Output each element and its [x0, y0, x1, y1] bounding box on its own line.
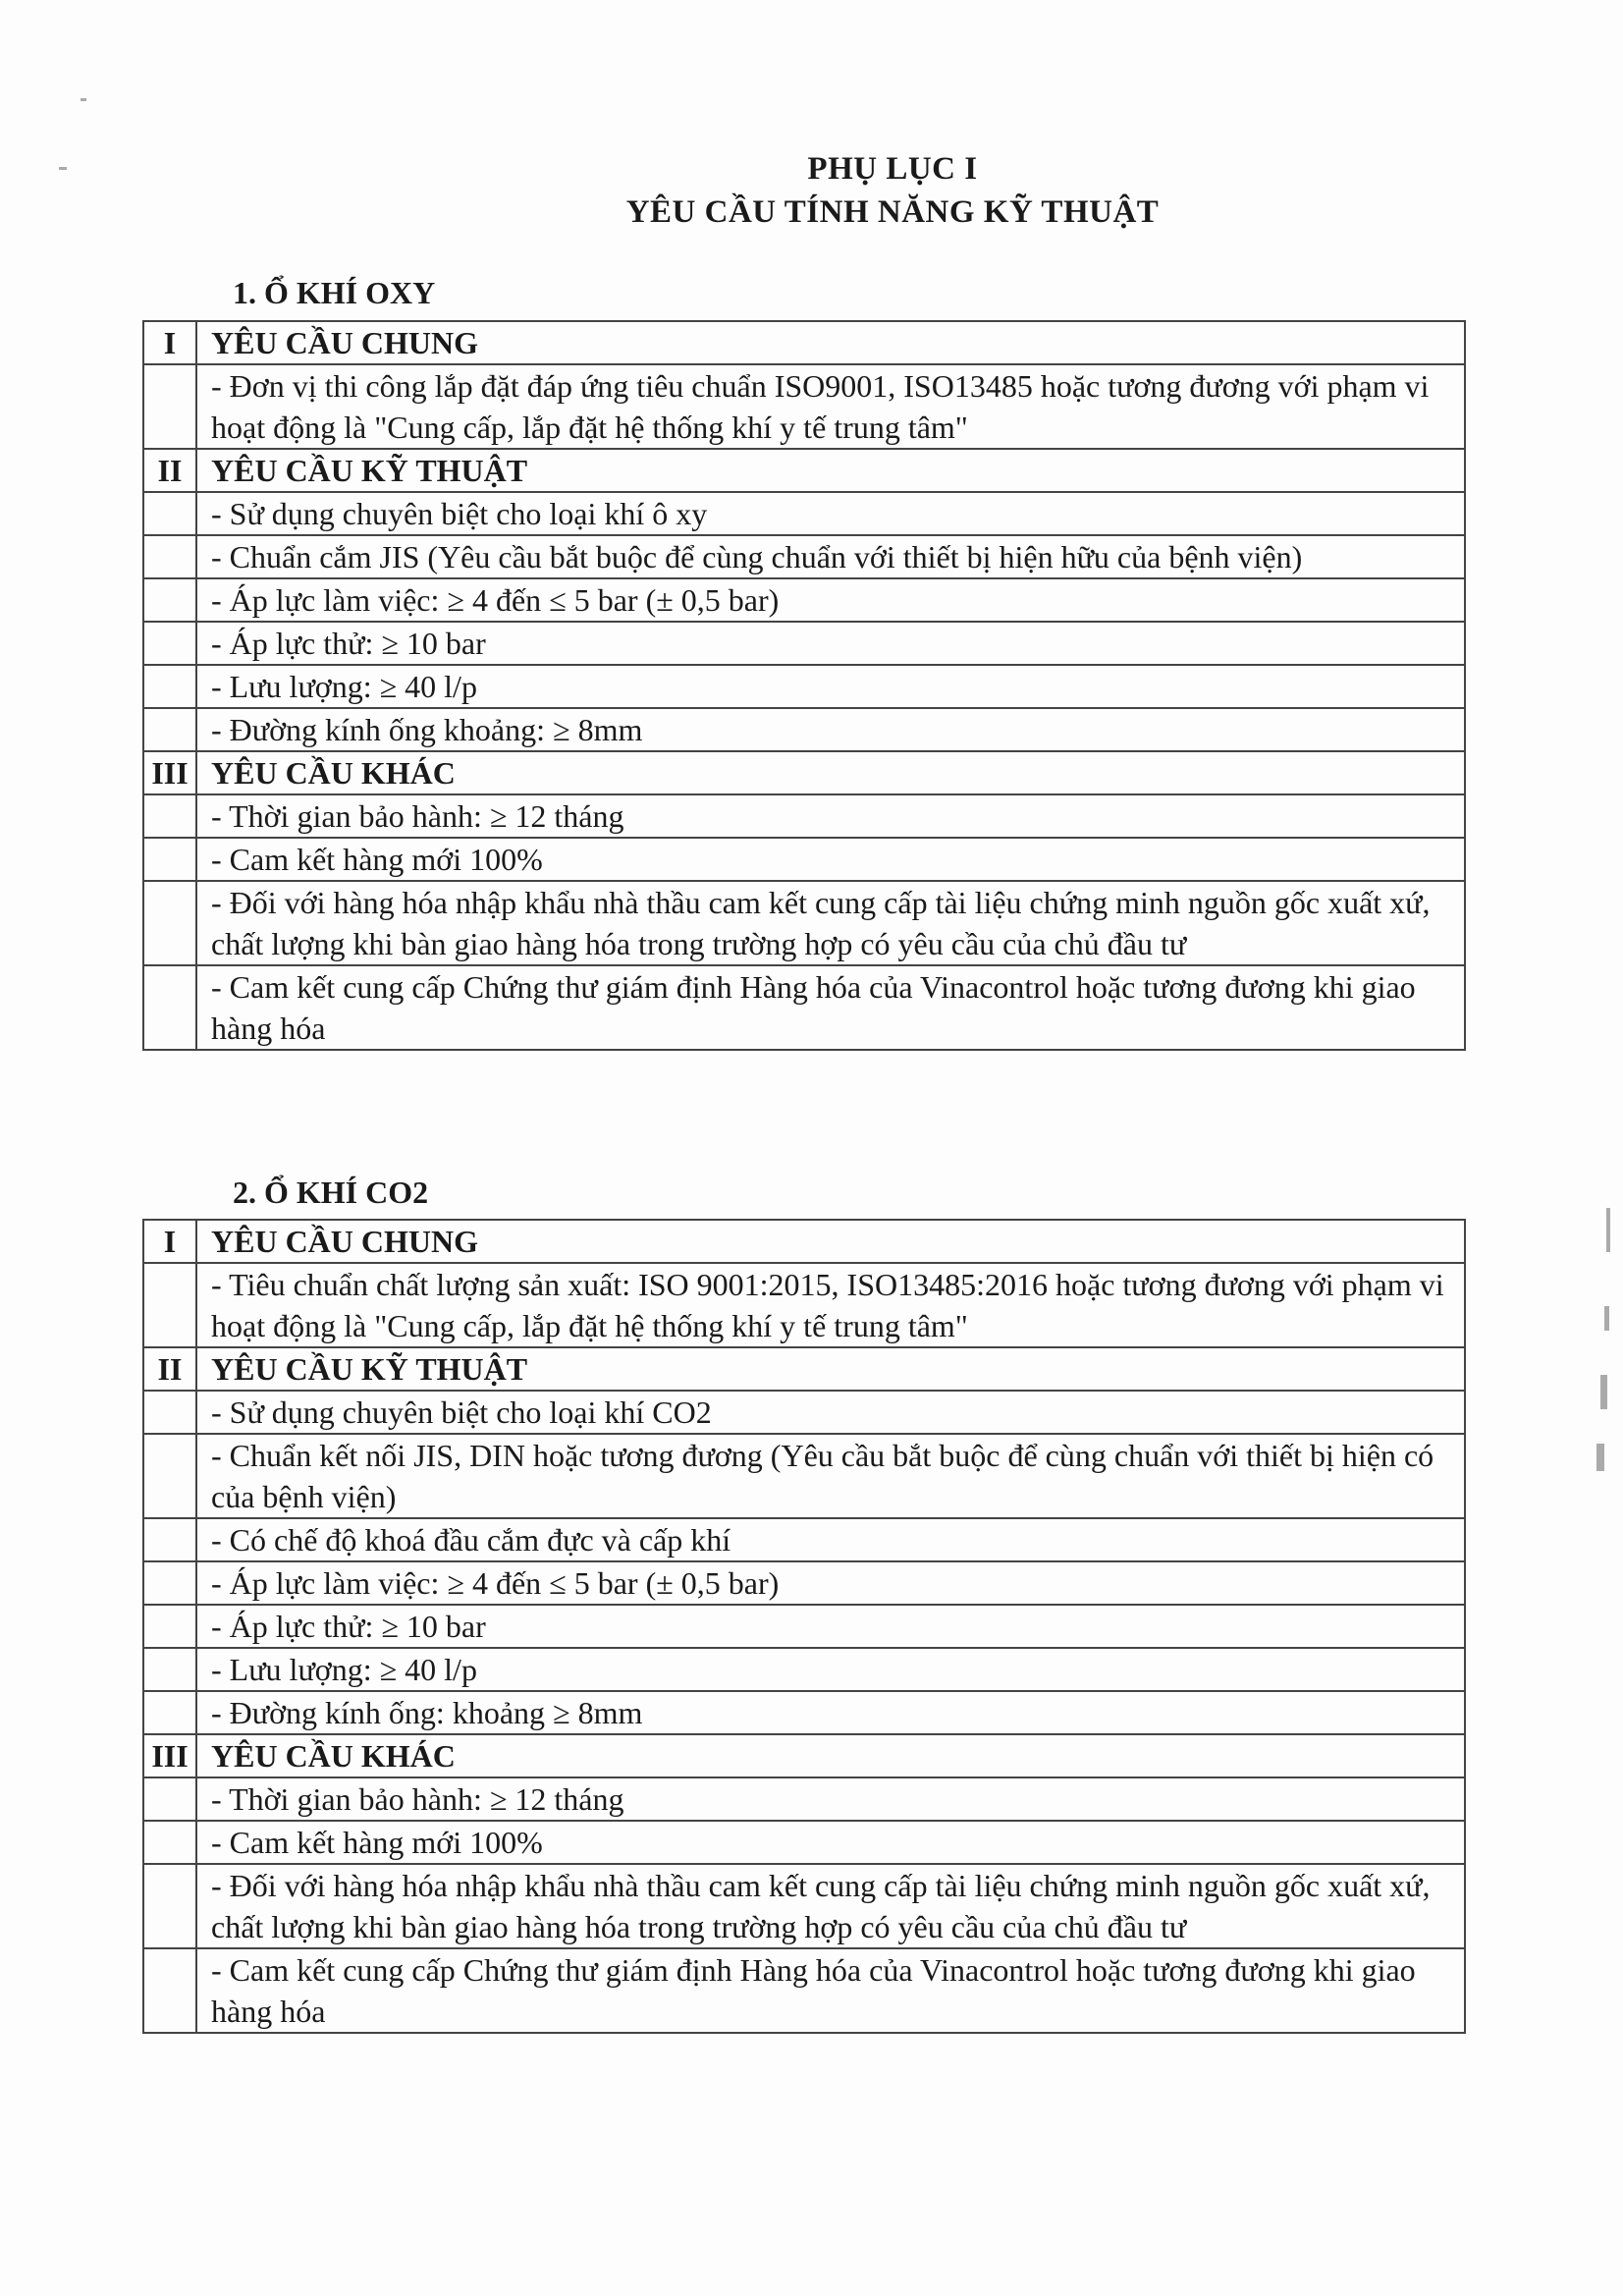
- requirement-text: - Áp lực thử: ≥ 10 bar: [196, 1605, 1465, 1648]
- requirement-text: - Có chế độ khoá đầu cắm đực và cấp khí: [196, 1518, 1465, 1561]
- group-label: YÊU CẦU KỸ THUẬT: [196, 449, 1465, 492]
- requirement-text: - Đường kính ống khoảng: ≥ 8mm: [196, 708, 1465, 751]
- group-row: [143, 321, 1465, 364]
- requirement-text: - Chuẩn kết nối JIS, DIN hoặc tương đương (Yêu cầu bắt buộc để cùng chuẩn với thiết bị hiện có của bệnh viện): [196, 1434, 1465, 1518]
- requirement-text: - Đường kính ống: khoảng ≥ 8mm: [196, 1691, 1465, 1734]
- title-line-1: PHỤ LỤC I: [807, 151, 978, 187]
- requirement-row: [143, 578, 1465, 622]
- requirement-row: [143, 665, 1465, 708]
- group-row: [143, 449, 1465, 492]
- group-row: [143, 1347, 1465, 1391]
- requirement-row: [143, 881, 1465, 965]
- requirement-text: - Áp lực làm việc: ≥ 4 đến ≤ 5 bar (± 0,5 bar): [196, 1561, 1465, 1605]
- group-label: YÊU CẦU CHUNG: [196, 1220, 1465, 1263]
- requirement-row: [143, 492, 1465, 535]
- requirement-row: [143, 1691, 1465, 1734]
- scan-edge-mark: [1606, 1208, 1610, 1252]
- requirement-text: - Cam kết cung cấp Chứng thư giám định Hàng hóa của Vinacontrol hoặc tương đương khi giao hàng hóa: [196, 1948, 1465, 2033]
- group-number: III: [143, 751, 196, 794]
- requirement-row: [143, 965, 1465, 1050]
- group-label: YÊU CẦU KỸ THUẬT: [196, 1347, 1465, 1391]
- requirement-text: - Sử dụng chuyên biệt cho loại khí ô xy: [196, 492, 1465, 535]
- requirement-text: - Lưu lượng: ≥ 40 l/p: [196, 1648, 1465, 1691]
- requirement-text: - Đơn vị thi công lắp đặt đáp ứng tiêu chuẩn ISO9001, ISO13485 hoặc tương đương với phạm vi hoạt động là "Cung cấp, lắp đặt hệ thống khí y tế trung tâm": [196, 364, 1465, 449]
- requirement-text: - Đối với hàng hóa nhập khẩu nhà thầu cam kết cung cấp tài liệu chứng minh nguồn gốc xuất xứ, chất lượng khi bàn giao hàng hóa trong trường hợp có yêu cầu của chủ đầu tư: [196, 1864, 1465, 1948]
- requirement-row: [143, 708, 1465, 751]
- requirement-text: - Tiêu chuẩn chất lượng sản xuất: ISO 9001:2015, ISO13485:2016 hoặc tương đương với phạm vi hoạt động là "Cung cấp, lắp đặt hệ thống khí y tế trung tâm": [196, 1263, 1465, 1347]
- requirement-text: - Đối với hàng hóa nhập khẩu nhà thầu cam kết cung cấp tài liệu chứng minh nguồn gốc xuất xứ, chất lượng khi bàn giao hàng hóa trong trường hợp có yêu cầu của chủ đầu tư: [196, 881, 1465, 965]
- requirement-text: - Áp lực làm việc: ≥ 4 đến ≤ 5 bar (± 0,5 bar): [196, 578, 1465, 622]
- requirement-row: [143, 794, 1465, 838]
- requirement-row: [143, 535, 1465, 578]
- group-number: II: [143, 449, 196, 492]
- requirement-text: - Áp lực thử: ≥ 10 bar: [196, 622, 1465, 665]
- scan-edge-mark: [1604, 1306, 1609, 1331]
- group-number: II: [143, 1347, 196, 1391]
- requirement-text: - Cam kết hàng mới 100%: [196, 838, 1465, 881]
- group-number: III: [143, 1734, 196, 1777]
- requirement-row: [143, 838, 1465, 881]
- requirement-text: - Thời gian bảo hành: ≥ 12 tháng: [196, 794, 1465, 838]
- title-line-2: YÊU CẦU TÍNH NĂNG KỸ THUẬT: [625, 194, 1160, 230]
- requirement-row: [143, 1605, 1465, 1648]
- scan-edge-mark: [1600, 1375, 1607, 1409]
- requirement-row: [143, 1434, 1465, 1518]
- scan-edge-mark: [1596, 1444, 1604, 1471]
- requirement-row: [143, 1777, 1465, 1821]
- document-title: [0, 147, 1623, 234]
- requirement-row: [143, 622, 1465, 665]
- requirement-text: - Cam kết hàng mới 100%: [196, 1821, 1465, 1864]
- requirement-text: - Thời gian bảo hành: ≥ 12 tháng: [196, 1777, 1465, 1821]
- group-row: [143, 1734, 1465, 1777]
- requirement-text: - Lưu lượng: ≥ 40 l/p: [196, 665, 1465, 708]
- requirement-row: [143, 1821, 1465, 1864]
- requirement-row: [143, 1948, 1465, 2033]
- requirement-row: [143, 1648, 1465, 1691]
- scan-speck: [81, 98, 86, 101]
- requirement-text: - Cam kết cung cấp Chứng thư giám định Hàng hóa của Vinacontrol hoặc tương đương khi giao hàng hóa: [196, 965, 1465, 1050]
- requirement-row: [143, 1518, 1465, 1561]
- group-label: YÊU CẦU CHUNG: [196, 321, 1465, 364]
- group-label: YÊU CẦU KHÁC: [196, 751, 1465, 794]
- group-label: YÊU CẦU KHÁC: [196, 1734, 1465, 1777]
- requirements-table-oxy: [142, 320, 1466, 1051]
- requirement-row: [143, 1263, 1465, 1347]
- requirement-text: - Sử dụng chuyên biệt cho loại khí CO2: [196, 1391, 1465, 1434]
- requirement-row: [143, 1864, 1465, 1948]
- group-row: [143, 751, 1465, 794]
- section-heading-oxy: 1. Ổ KHÍ OXY: [233, 275, 436, 310]
- requirement-row: [143, 1391, 1465, 1434]
- group-row: [143, 1220, 1465, 1263]
- requirement-row: [143, 1561, 1465, 1605]
- requirement-text: - Chuẩn cắm JIS (Yêu cầu bắt buộc để cùng chuẩn với thiết bị hiện hữu của bệnh viện): [196, 535, 1465, 578]
- requirement-row: [143, 364, 1465, 449]
- group-number: I: [143, 321, 196, 364]
- section-heading-co2: 2. Ổ KHÍ CO2: [233, 1175, 429, 1210]
- requirements-table-co2: [142, 1219, 1466, 2034]
- group-number: I: [143, 1220, 196, 1263]
